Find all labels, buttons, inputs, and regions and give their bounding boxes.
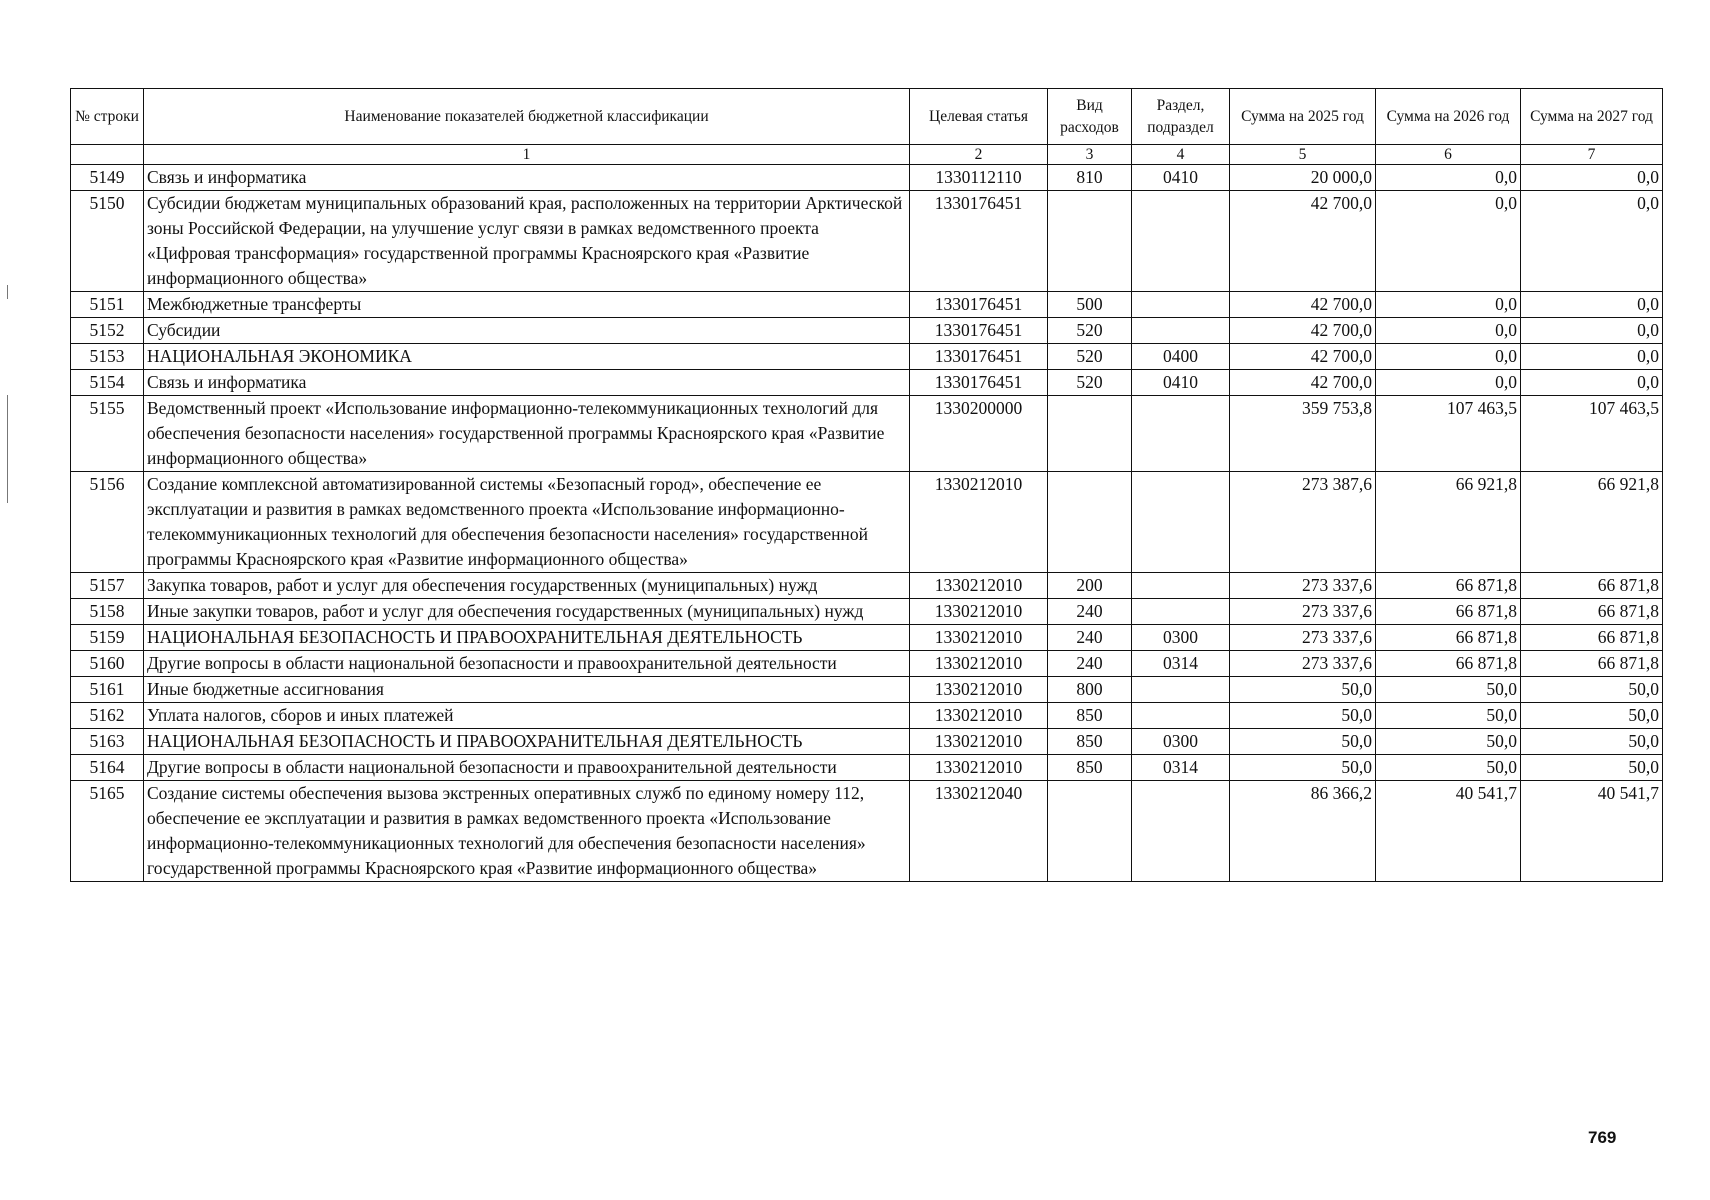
row-sum-2026: 0,0 <box>1376 344 1521 370</box>
row-number: 5151 <box>71 292 144 318</box>
row-kind: 850 <box>1048 755 1132 781</box>
row-sum-2025: 50,0 <box>1230 755 1376 781</box>
header-sum-2026: Сумма на 2026 год <box>1376 89 1521 145</box>
row-target: 1330176451 <box>910 318 1048 344</box>
row-sum-2025: 20 000,0 <box>1230 165 1376 191</box>
row-name: Уплата налогов, сборов и иных платежей <box>144 703 910 729</box>
row-target: 1330212010 <box>910 573 1048 599</box>
row-sum-2025: 273 337,6 <box>1230 625 1376 651</box>
row-sum-2026: 0,0 <box>1376 318 1521 344</box>
column-number: 1 <box>144 145 910 165</box>
row-kind <box>1048 781 1132 882</box>
row-name: Другие вопросы в области национальной безопасности и правоохранительной деятельности <box>144 651 910 677</box>
row-sum-2025: 42 700,0 <box>1230 292 1376 318</box>
row-sum-2027: 66 871,8 <box>1521 599 1663 625</box>
row-target: 1330212010 <box>910 625 1048 651</box>
row-sum-2026: 0,0 <box>1376 292 1521 318</box>
row-number: 5155 <box>71 396 144 472</box>
table-row <box>71 703 1663 729</box>
row-sum-2026: 66 871,8 <box>1376 573 1521 599</box>
row-sum-2027: 107 463,5 <box>1521 396 1663 472</box>
row-target: 1330176451 <box>910 191 1048 292</box>
row-target: 1330176451 <box>910 292 1048 318</box>
table-row <box>71 318 1663 344</box>
row-target: 1330212010 <box>910 703 1048 729</box>
row-sum-2027: 0,0 <box>1521 318 1663 344</box>
row-number: 5156 <box>71 472 144 573</box>
row-section: 0410 <box>1132 370 1230 396</box>
row-kind: 520 <box>1048 370 1132 396</box>
table-header <box>71 89 1663 165</box>
header-name: Наименование показателей бюджетной классификации <box>144 89 910 145</box>
row-kind: 200 <box>1048 573 1132 599</box>
table-row <box>71 651 1663 677</box>
row-sum-2027: 50,0 <box>1521 703 1663 729</box>
row-section <box>1132 191 1230 292</box>
row-sum-2025: 42 700,0 <box>1230 318 1376 344</box>
header-target: Целевая статья <box>910 89 1048 145</box>
row-name: Субсидии <box>144 318 910 344</box>
row-kind <box>1048 191 1132 292</box>
row-number: 5150 <box>71 191 144 292</box>
row-target: 1330212040 <box>910 781 1048 882</box>
table-row <box>71 599 1663 625</box>
row-kind: 240 <box>1048 625 1132 651</box>
column-number: 6 <box>1376 145 1521 165</box>
row-sum-2025: 359 753,8 <box>1230 396 1376 472</box>
row-name: Ведомственный проект «Использование информационно-телекоммуникационных технологий для обеспечения безопасности населения» государственной программы Красноярского края «Развитие информационного общества» <box>144 396 910 472</box>
row-target: 1330212010 <box>910 755 1048 781</box>
row-sum-2027: 0,0 <box>1521 191 1663 292</box>
table-row <box>71 292 1663 318</box>
row-kind: 500 <box>1048 292 1132 318</box>
table-row <box>71 370 1663 396</box>
column-number: 7 <box>1521 145 1663 165</box>
row-sum-2026: 66 871,8 <box>1376 599 1521 625</box>
header-section: Раздел, подраздел <box>1132 89 1230 145</box>
row-name: Другие вопросы в области национальной безопасности и правоохранительной деятельности <box>144 755 910 781</box>
table-row <box>71 755 1663 781</box>
row-kind: 240 <box>1048 599 1132 625</box>
row-sum-2027: 66 921,8 <box>1521 472 1663 573</box>
row-section <box>1132 703 1230 729</box>
row-section <box>1132 318 1230 344</box>
row-section: 0314 <box>1132 651 1230 677</box>
row-sum-2027: 0,0 <box>1521 165 1663 191</box>
scan-edge-mark <box>7 395 8 503</box>
header-kind: Вид расходов <box>1048 89 1132 145</box>
row-sum-2025: 273 337,6 <box>1230 573 1376 599</box>
header-sum-2025: Сумма на 2025 год <box>1230 89 1376 145</box>
row-target: 1330176451 <box>910 344 1048 370</box>
row-sum-2025: 273 337,6 <box>1230 651 1376 677</box>
row-number: 5159 <box>71 625 144 651</box>
row-number: 5157 <box>71 573 144 599</box>
row-sum-2025: 50,0 <box>1230 703 1376 729</box>
table-row <box>71 729 1663 755</box>
row-sum-2027: 50,0 <box>1521 729 1663 755</box>
row-sum-2027: 66 871,8 <box>1521 573 1663 599</box>
row-number: 5152 <box>71 318 144 344</box>
row-sum-2026: 50,0 <box>1376 703 1521 729</box>
row-name: Субсидии бюджетам муниципальных образований края, расположенных на территории Арктической зоны Российской Федерации, на улучшение услуг связи в рамках ведомственного проекта «Цифровая трансформация» государственной программы Красноярского края «Развитие информационного общества» <box>144 191 910 292</box>
row-sum-2025: 86 366,2 <box>1230 781 1376 882</box>
row-sum-2026: 50,0 <box>1376 677 1521 703</box>
row-name: Создание комплексной автоматизированной системы «Безопасный город», обеспечение ее эксплуатации и развития в рамках ведомственного проекта «Использование информационно-телекоммуникационных технологий для обеспечения безопасности населения» государственной программы Красноярского края «Развитие информационного общества» <box>144 472 910 573</box>
row-sum-2025: 50,0 <box>1230 729 1376 755</box>
row-number: 5162 <box>71 703 144 729</box>
row-section <box>1132 396 1230 472</box>
column-number: 2 <box>910 145 1048 165</box>
row-name: Связь и информатика <box>144 370 910 396</box>
table-row <box>71 625 1663 651</box>
row-number: 5154 <box>71 370 144 396</box>
row-number: 5153 <box>71 344 144 370</box>
row-section <box>1132 472 1230 573</box>
row-name: Создание системы обеспечения вызова экстренных оперативных служб по единому номеру 112, обеспечение ее эксплуатации и развития в рамках ведомственного проекта «Использование информационно-телекоммуникационных технологий для обеспечения безопасности населения» государственной программы Красноярского края «Развитие информационного общества» <box>144 781 910 882</box>
row-target: 1330176451 <box>910 370 1048 396</box>
row-sum-2026: 66 871,8 <box>1376 625 1521 651</box>
row-sum-2027: 66 871,8 <box>1521 625 1663 651</box>
table-row <box>71 472 1663 573</box>
row-target: 1330212010 <box>910 677 1048 703</box>
table-row <box>71 396 1663 472</box>
row-sum-2026: 0,0 <box>1376 370 1521 396</box>
budget-table <box>70 88 1663 882</box>
column-number: 5 <box>1230 145 1376 165</box>
row-sum-2026: 66 921,8 <box>1376 472 1521 573</box>
header-row-no: № строки <box>71 89 144 145</box>
table-row <box>71 191 1663 292</box>
row-sum-2025: 50,0 <box>1230 677 1376 703</box>
row-target: 1330112110 <box>910 165 1048 191</box>
header-sum-2027: Сумма на 2027 год <box>1521 89 1663 145</box>
row-name: Межбюджетные трансферты <box>144 292 910 318</box>
row-target: 1330212010 <box>910 651 1048 677</box>
scan-edge-mark <box>7 285 8 299</box>
row-section: 0410 <box>1132 165 1230 191</box>
row-number: 5149 <box>71 165 144 191</box>
row-kind: 850 <box>1048 729 1132 755</box>
page-number: 769 <box>1588 1128 1617 1147</box>
row-number: 5158 <box>71 599 144 625</box>
row-name: НАЦИОНАЛЬНАЯ БЕЗОПАСНОСТЬ И ПРАВООХРАНИТЕЛЬНАЯ ДЕЯТЕЛЬНОСТЬ <box>144 729 910 755</box>
row-name: Связь и информатика <box>144 165 910 191</box>
row-target: 1330212010 <box>910 729 1048 755</box>
table-row <box>71 677 1663 703</box>
row-sum-2027: 50,0 <box>1521 755 1663 781</box>
row-sum-2027: 50,0 <box>1521 677 1663 703</box>
table-row <box>71 165 1663 191</box>
row-name: НАЦИОНАЛЬНАЯ ЭКОНОМИКА <box>144 344 910 370</box>
column-number-empty <box>71 145 144 165</box>
row-sum-2027: 0,0 <box>1521 370 1663 396</box>
row-name: Закупка товаров, работ и услуг для обеспечения государственных (муниципальных) нужд <box>144 573 910 599</box>
row-number: 5163 <box>71 729 144 755</box>
row-sum-2026: 50,0 <box>1376 755 1521 781</box>
row-kind: 240 <box>1048 651 1132 677</box>
row-sum-2025: 42 700,0 <box>1230 370 1376 396</box>
row-kind: 520 <box>1048 318 1132 344</box>
row-number: 5165 <box>71 781 144 882</box>
column-numbers-row <box>71 145 1663 165</box>
table-body <box>71 165 1663 882</box>
row-sum-2027: 66 871,8 <box>1521 651 1663 677</box>
row-sum-2026: 50,0 <box>1376 729 1521 755</box>
row-kind <box>1048 472 1132 573</box>
row-sum-2026: 0,0 <box>1376 191 1521 292</box>
row-section <box>1132 599 1230 625</box>
row-section: 0400 <box>1132 344 1230 370</box>
row-sum-2025: 273 337,6 <box>1230 599 1376 625</box>
row-sum-2026: 107 463,5 <box>1376 396 1521 472</box>
row-sum-2025: 42 700,0 <box>1230 191 1376 292</box>
row-section: 0314 <box>1132 755 1230 781</box>
table-row <box>71 573 1663 599</box>
row-kind: 520 <box>1048 344 1132 370</box>
row-sum-2027: 0,0 <box>1521 344 1663 370</box>
row-kind: 810 <box>1048 165 1132 191</box>
table-row <box>71 781 1663 882</box>
row-section <box>1132 573 1230 599</box>
row-sum-2027: 40 541,7 <box>1521 781 1663 882</box>
row-sum-2027: 0,0 <box>1521 292 1663 318</box>
row-number: 5164 <box>71 755 144 781</box>
row-target: 1330200000 <box>910 396 1048 472</box>
row-sum-2025: 42 700,0 <box>1230 344 1376 370</box>
row-kind: 850 <box>1048 703 1132 729</box>
row-sum-2026: 0,0 <box>1376 165 1521 191</box>
row-number: 5161 <box>71 677 144 703</box>
column-number: 3 <box>1048 145 1132 165</box>
row-kind <box>1048 396 1132 472</box>
row-kind: 800 <box>1048 677 1132 703</box>
row-section: 0300 <box>1132 729 1230 755</box>
row-section <box>1132 292 1230 318</box>
table-row <box>71 344 1663 370</box>
row-name: Иные закупки товаров, работ и услуг для обеспечения государственных (муниципальных) нужд <box>144 599 910 625</box>
row-target: 1330212010 <box>910 472 1048 573</box>
row-sum-2025: 273 387,6 <box>1230 472 1376 573</box>
row-name: Иные бюджетные ассигнования <box>144 677 910 703</box>
row-section: 0300 <box>1132 625 1230 651</box>
row-target: 1330212010 <box>910 599 1048 625</box>
row-section <box>1132 781 1230 882</box>
column-number: 4 <box>1132 145 1230 165</box>
row-section <box>1132 677 1230 703</box>
row-number: 5160 <box>71 651 144 677</box>
row-sum-2026: 40 541,7 <box>1376 781 1521 882</box>
row-name: НАЦИОНАЛЬНАЯ БЕЗОПАСНОСТЬ И ПРАВООХРАНИТЕЛЬНАЯ ДЕЯТЕЛЬНОСТЬ <box>144 625 910 651</box>
row-sum-2026: 66 871,8 <box>1376 651 1521 677</box>
